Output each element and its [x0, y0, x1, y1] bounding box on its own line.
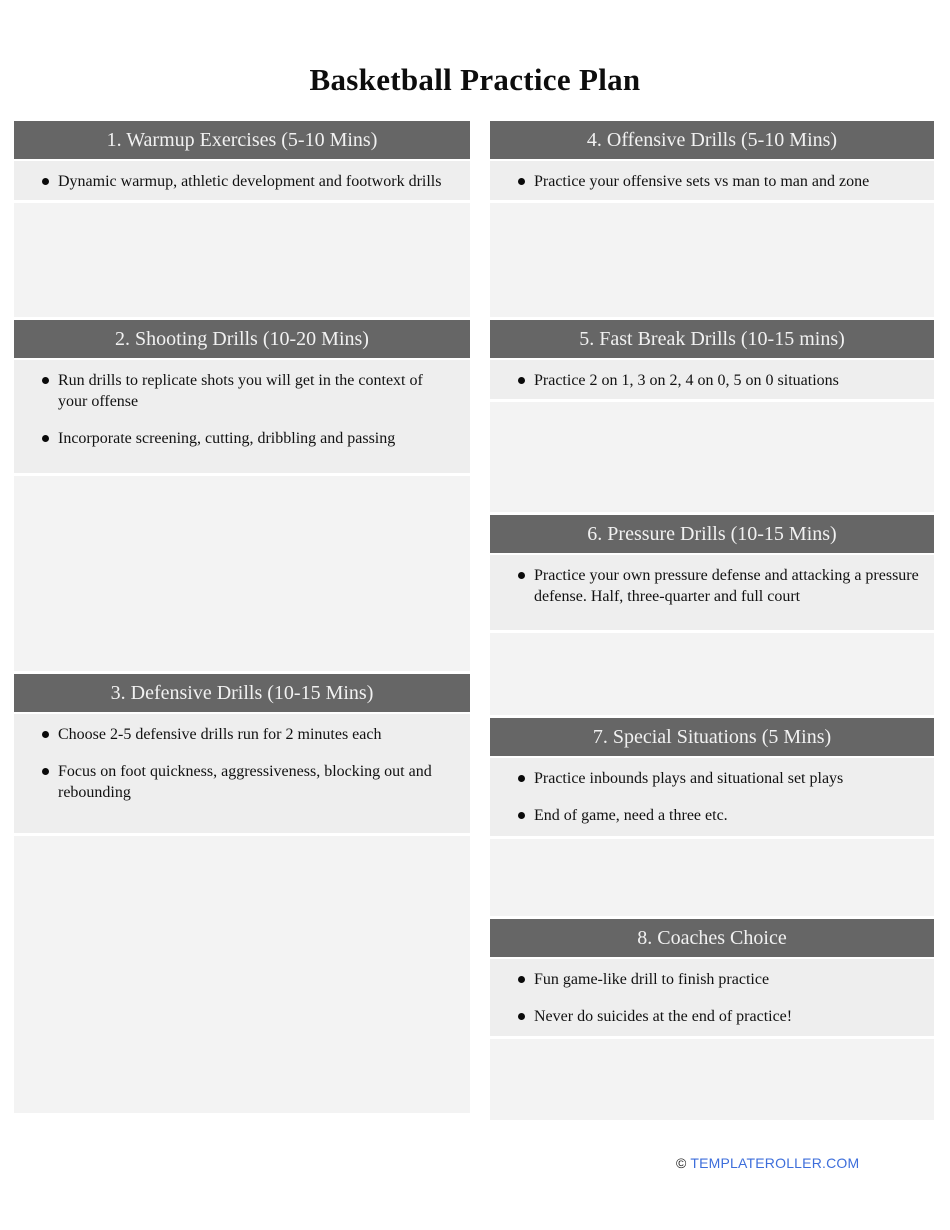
bullet-item — [518, 805, 920, 826]
bullet-list — [490, 360, 934, 399]
section-title: 4. Offensive Drills (5-10 Mins) — [586, 129, 838, 151]
bullet-text: Incorporate screening, cutting, dribbling and passing — [58, 430, 396, 447]
section-header — [490, 121, 934, 159]
section-pressure-drills — [490, 515, 934, 715]
bullet-item — [42, 171, 456, 192]
bullet-text: End of game, need a three etc. — [534, 807, 728, 824]
bullet-item — [42, 724, 456, 745]
bullet-item — [518, 565, 920, 607]
section-header — [490, 718, 934, 756]
footer-link[interactable]: TEMPLATEROLLER.COM — [690, 1155, 860, 1171]
bullet-list — [490, 555, 934, 630]
right-column — [490, 121, 934, 1123]
bullet-item — [518, 768, 920, 789]
notes-area — [490, 203, 934, 317]
section-title: 2. Shooting Drills (10-20 Mins) — [115, 328, 369, 350]
bullet-list — [14, 360, 470, 473]
section-fast-break-drills — [490, 320, 934, 512]
bullet-text: Practice 2 on 1, 3 on 2, 4 on 0, 5 on 0 situations — [534, 372, 839, 389]
bullet-dot-icon — [518, 377, 525, 384]
notes-area — [490, 1039, 934, 1120]
bullet-text: Focus on foot quickness, aggressiveness, blocking out and rebounding — [58, 763, 432, 801]
section-header — [14, 320, 470, 358]
section-header — [490, 515, 934, 553]
bullet-list — [14, 714, 470, 833]
bullet-item — [518, 969, 920, 990]
notes-area — [490, 402, 934, 512]
bullet-list — [490, 959, 934, 1036]
bullet-text: Run drills to replicate shots you will get in the context of your offense — [58, 372, 423, 410]
footer — [676, 1155, 859, 1171]
bullet-dot-icon — [42, 435, 49, 442]
section-shooting-drills — [14, 320, 470, 671]
bullet-dot-icon — [42, 768, 49, 775]
bullet-list — [14, 161, 470, 200]
notes-area — [14, 836, 470, 1113]
bullet-text: Practice your offensive sets vs man to man and zone — [534, 173, 870, 190]
bullet-dot-icon — [42, 178, 49, 185]
bullet-dot-icon — [42, 731, 49, 738]
section-header — [490, 919, 934, 957]
bullet-list — [490, 161, 934, 200]
section-title: 5. Fast Break Drills (10-15 mins) — [579, 328, 845, 350]
bullet-item — [42, 761, 456, 803]
copyright-symbol: © — [676, 1155, 687, 1171]
bullet-list — [490, 758, 934, 836]
notes-area — [490, 633, 934, 715]
section-title: 7. Special Situations (5 Mins) — [592, 726, 832, 748]
bullet-text: Choose 2-5 defensive drills run for 2 minutes each — [58, 726, 382, 743]
section-title: 6. Pressure Drills (10-15 Mins) — [587, 523, 837, 545]
bullet-text: Never do suicides at the end of practice! — [534, 1008, 793, 1025]
bullet-text: Dynamic warmup, athletic development and footwork drills — [58, 173, 442, 190]
bullet-dot-icon — [518, 1013, 525, 1020]
notes-area — [490, 839, 934, 916]
bullet-item — [518, 171, 920, 192]
bullet-dot-icon — [42, 377, 49, 384]
section-coaches-choice — [490, 919, 934, 1120]
section-header — [14, 121, 470, 159]
bullet-item — [42, 428, 456, 449]
left-column — [14, 121, 470, 1116]
section-header — [14, 674, 470, 712]
bullet-item — [42, 370, 456, 412]
bullet-item — [518, 370, 920, 391]
section-title: 1. Warmup Exercises (5-10 Mins) — [106, 129, 378, 151]
section-title: 3. Defensive Drills (10-15 Mins) — [110, 682, 374, 704]
page-title: Basketball Practice Plan — [309, 62, 641, 97]
section-special-situations — [490, 718, 934, 916]
notes-area — [14, 203, 470, 317]
bullet-dot-icon — [518, 812, 525, 819]
section-offensive-drills — [490, 121, 934, 317]
section-warmup-exercises — [14, 121, 470, 317]
section-title: 8. Coaches Choice — [637, 927, 787, 949]
bullet-item — [518, 1006, 920, 1027]
bullet-dot-icon — [518, 775, 525, 782]
bullet-text: Practice inbounds plays and situational set plays — [534, 770, 844, 787]
section-defensive-drills — [14, 674, 470, 1113]
bullet-text: Fun game-like drill to finish practice — [534, 971, 770, 988]
bullet-dot-icon — [518, 572, 525, 579]
bullet-dot-icon — [518, 976, 525, 983]
notes-area — [14, 476, 470, 671]
section-header — [490, 320, 934, 358]
bullet-text: Practice your own pressure defense and attacking a pressure defense. Half, three-quarter and full court — [534, 567, 919, 605]
bullet-dot-icon — [518, 178, 525, 185]
